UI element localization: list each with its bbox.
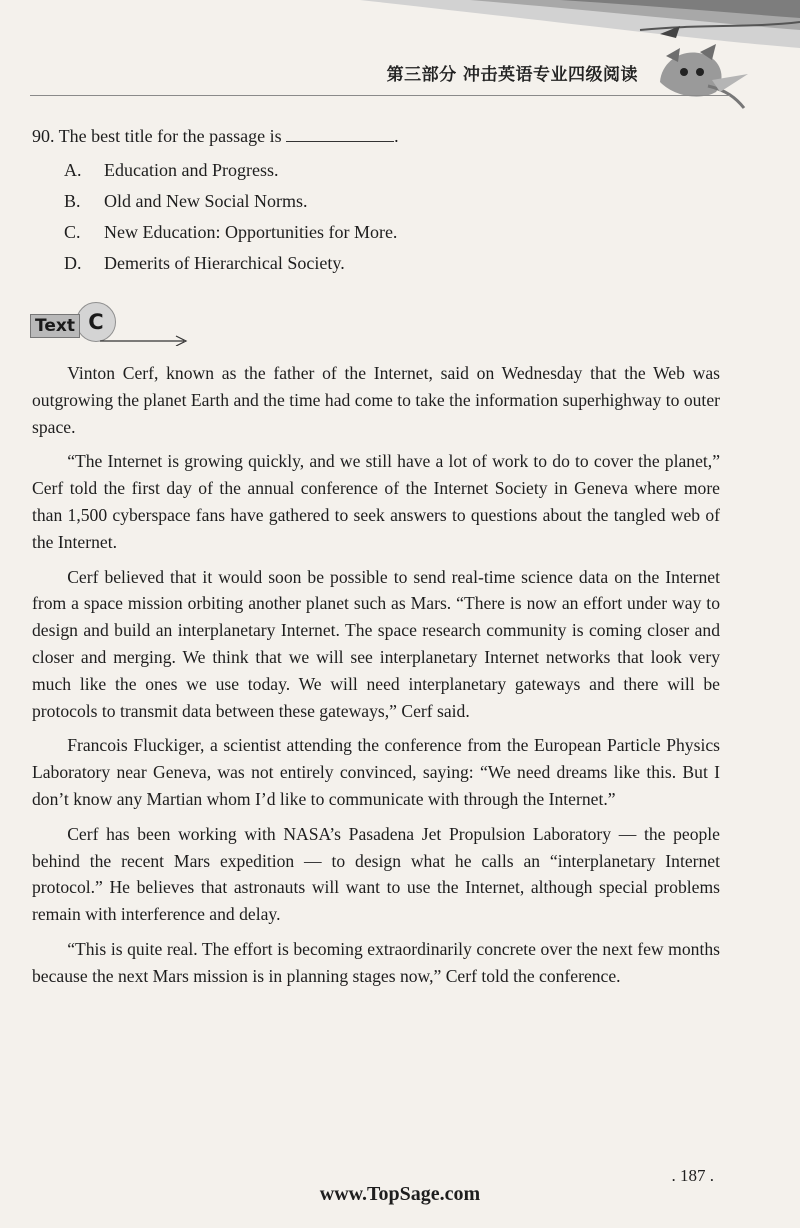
header-rule (30, 95, 730, 96)
option-text: Demerits of Hierarchical Society. (104, 253, 345, 273)
option-letter: D. (64, 253, 82, 273)
question-stem-line (32, 124, 732, 148)
header-decoration (0, 0, 800, 110)
option-c (64, 217, 732, 248)
option-a (64, 155, 732, 186)
page-number: . 187 . (671, 1166, 714, 1185)
passage-paragraph: Francois Fluckiger, a scientist attending the conference from the European Particle Physics Laboratory near Geneva, was not entirely convinced, saying: “We need dreams like this. But I don’t know any Martian whom I’d like to communicate with through the Internet.” (32, 735, 720, 809)
option-letter: A. (64, 160, 82, 180)
text-badge: Text (30, 314, 80, 338)
answer-blank (286, 125, 394, 142)
arrow-icon (100, 332, 190, 346)
answer-options (64, 155, 732, 279)
section-title: 第三部分 冲击英语专业四级阅读 (386, 65, 638, 85)
option-b (64, 186, 732, 217)
footer-url: www.TopSage.com (319, 1183, 481, 1205)
option-text: New Education: Opportunities for More. (104, 222, 398, 242)
text-letter-circle: C (76, 302, 116, 342)
passage-paragraph: Vinton Cerf, known as the father of the Internet, said on Wednesday that the Web was outgrowing the planet Earth and the time had come to take the information superhighway to outer space. (32, 363, 720, 437)
question-stem-end: . (394, 126, 399, 146)
passage-paragraph: “This is quite real. The effort is becoming extraordinarily concrete over the next few months because the next Mars mission is in planning stages now,” Cerf told the conference. (32, 938, 720, 986)
question-stem: 90. The best title for the passage is (32, 126, 282, 146)
text-c-label (30, 300, 170, 350)
passage-paragraph: “The Internet is growing quickly, and we still have a lot of work to do to cover the planet,” Cerf told the first day of the annual conference of the Internet Society in Geneva where more than 1,500 cyberspace fans have gathered to seek answers to questions about the tangled web of the Internet. (32, 451, 720, 552)
passage-text-c (32, 360, 720, 998)
mascot-icon (660, 44, 748, 108)
option-letter: C. (64, 222, 81, 242)
option-text: Old and New Social Norms. (104, 191, 308, 211)
question-90 (32, 124, 732, 279)
passage-paragraph: Cerf believed that it would soon be possible to send real-time science data on the Internet from a space mission orbiting another planet such as Mars. “There is now an effort under way to design and build an interplanetary Internet. The space research community is coming closer and closer and merging. We think that we will see interplanetary Internet networks that look very much like the ones we use today. We will need interplanetary gateways and there will be protocols to transmit data between these gateways,” Cerf said. (32, 566, 720, 721)
option-d (64, 248, 732, 279)
option-letter: B. (64, 191, 81, 211)
option-text: Education and Progress. (104, 160, 279, 180)
passage-paragraph: Cerf has been working with NASA’s Pasadena Jet Propulsion Laboratory — the people behind the recent Mars expedition — to design what he calls an “interplanetary Internet protocol.” He believes that astronauts will want to use the Internet, although special problems remain with interference and delay. (32, 823, 720, 925)
